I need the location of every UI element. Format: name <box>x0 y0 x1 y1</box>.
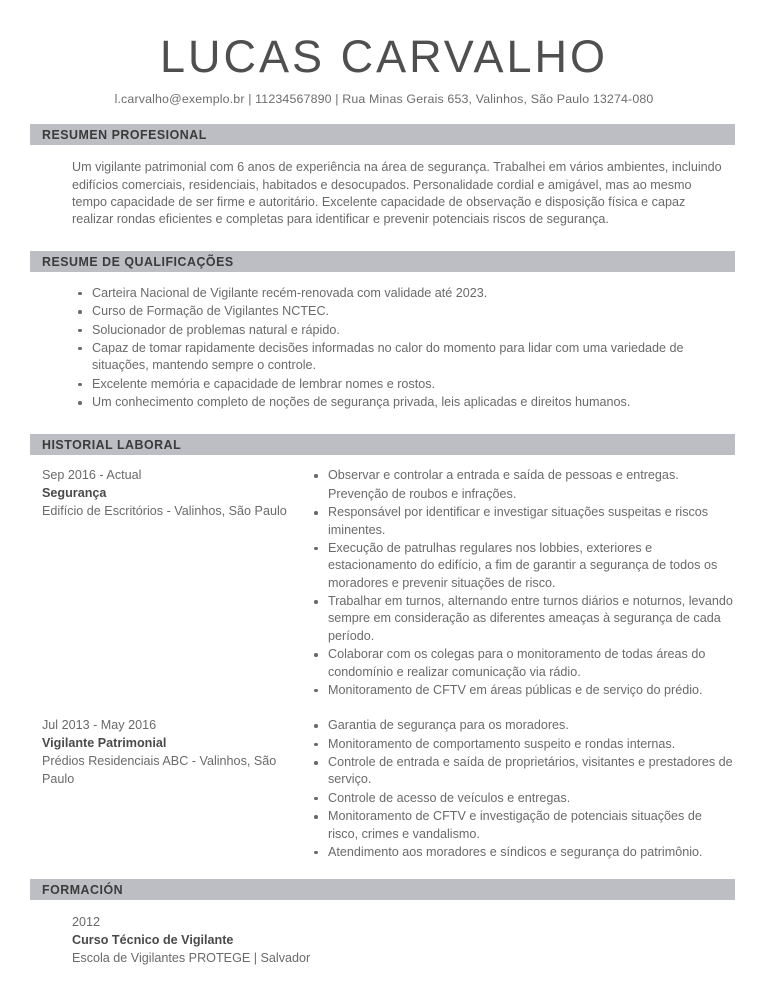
experience-entry <box>30 467 735 700</box>
experience-meta <box>30 717 302 789</box>
experience-duties <box>302 467 735 700</box>
education-degree: Curso Técnico de Vigilante <box>72 933 234 948</box>
experience-meta <box>30 467 302 521</box>
experience-organization: Prédios Residenciais ABC - Valinhos, São Paulo <box>42 754 277 786</box>
section-title-experience: HISTORIAL LABORAL <box>42 437 182 453</box>
qualifications-list <box>76 285 725 412</box>
section-header-experience <box>30 434 735 455</box>
list-item: Monitoramento de CFTV e investigação de potenciais situações de risco, crimes e vandalismo. <box>312 808 735 843</box>
section-header-education <box>30 879 735 900</box>
education-school: Escola de Vigilantes PROTEGE | Salvador <box>72 951 311 965</box>
list-item: Um conhecimento completo de noções de segurança privada, leis aplicadas e direitos humanos. <box>76 394 725 411</box>
list-item: Monitoramento de CFTV em áreas públicas e de serviço do prédio. <box>312 682 735 699</box>
list-item: Monitoramento de comportamento suspeito e rondas internas. <box>312 736 735 753</box>
list-item: Capaz de tomar rapidamente decisões informadas no calor do momento para lidar com uma variedade de situações, mantendo sempre o controle. <box>76 340 725 375</box>
spacer <box>0 106 768 124</box>
section-title-qualifications: RESUME DE QUALIFICAÇÕES <box>42 253 234 269</box>
list-item: Excelente memória e capacidade de lembrar nomes e rostos. <box>76 376 725 393</box>
qualifications-body <box>76 285 725 412</box>
list-item: Controle de entrada e saída de proprietários, visitantes e prestadores de serviço. <box>312 754 735 789</box>
list-item: Curso de Formação de Vigilantes NCTEC. <box>76 303 725 320</box>
experience-role: Segurança <box>42 486 107 501</box>
list-item: Colaborar com os colegas para o monitoramento de todas áreas do condomínio e realizar comunicação via rádio. <box>312 646 735 681</box>
list-item: Solucionador de problemas natural e rápido. <box>76 322 725 339</box>
section-title-summary: RESUMEN PROFESIONAL <box>42 127 207 143</box>
list-item: Atendimento aos moradores e síndicos e segurança do patrimônio. <box>312 844 735 861</box>
section-title-education: FORMACIÓN <box>42 882 124 898</box>
experience-organization: Edifício de Escritórios - Valinhos, São Paulo <box>42 504 287 519</box>
resume-header <box>0 0 768 106</box>
list-item: Execução de patrulhas regulares nos lobbies, exteriores e estacionamento do edifício, a fim de garantir a segurança de todos os moradores e prevenir situações de risco. <box>312 540 735 592</box>
section-header-summary <box>30 124 735 145</box>
experience-entry <box>30 717 735 862</box>
education-year: 2012 <box>72 915 101 930</box>
spacer <box>0 229 768 251</box>
list-item: Garantia de segurança para os moradores. <box>312 717 735 734</box>
experience-duty-list <box>312 717 735 861</box>
experience-body <box>30 467 735 862</box>
experience-dates: Jul 2013 - May 2016 <box>42 718 157 733</box>
list-item: Prevenção de roubos e infrações. <box>328 486 517 501</box>
section-header-qualifications <box>30 251 735 272</box>
summary-body <box>72 159 725 229</box>
list-item: Responsável por identificar e investigar situações suspeitas e riscos iminentes. <box>312 504 735 539</box>
summary-paragraph: Um vigilante patrimonial com 6 anos de experiência na área de segurança. Trabalhei em vários ambientes, incluindo edifícios comerciais, residenciais, habitados e desocupados. Personalidade cordial e amigável, mas ao mesmo tempo capacidade de ser firme e autoritário. Excelente capacidade de observação e disposição física e capaz realizar rondas eficientes e completas para identificar e prevenir potenciais riscos de segurança. <box>72 160 722 227</box>
experience-role: Vigilante Patrimonial <box>42 736 167 751</box>
education-entry <box>72 914 735 968</box>
contact-line: l.carvalho@exemplo.br | 11234567890 | Rua Minas Gerais 653, Valinhos, São Paulo 13274-080 <box>114 92 654 107</box>
experience-dates: Sep 2016 - Actual <box>42 468 142 483</box>
experience-duty-list <box>312 467 735 699</box>
list-item: Carteira Nacional de Vigilante recém-renovada com validade até 2023. <box>76 285 725 302</box>
list-item: Controle de acesso de veículos e entregas. <box>312 790 735 807</box>
candidate-name: LUCAS CARVALHO <box>160 31 608 82</box>
list-item: Observar e controlar a entrada e saída de pessoas e entregas. <box>312 467 735 484</box>
spacer <box>0 412 768 434</box>
experience-duties <box>302 717 735 862</box>
education-body <box>72 914 735 968</box>
list-item: Trabalhar em turnos, alternando entre turnos diários e noturnos, levando sempre em consideração as diferentes ameaças à segurança de cada período. <box>312 593 735 645</box>
